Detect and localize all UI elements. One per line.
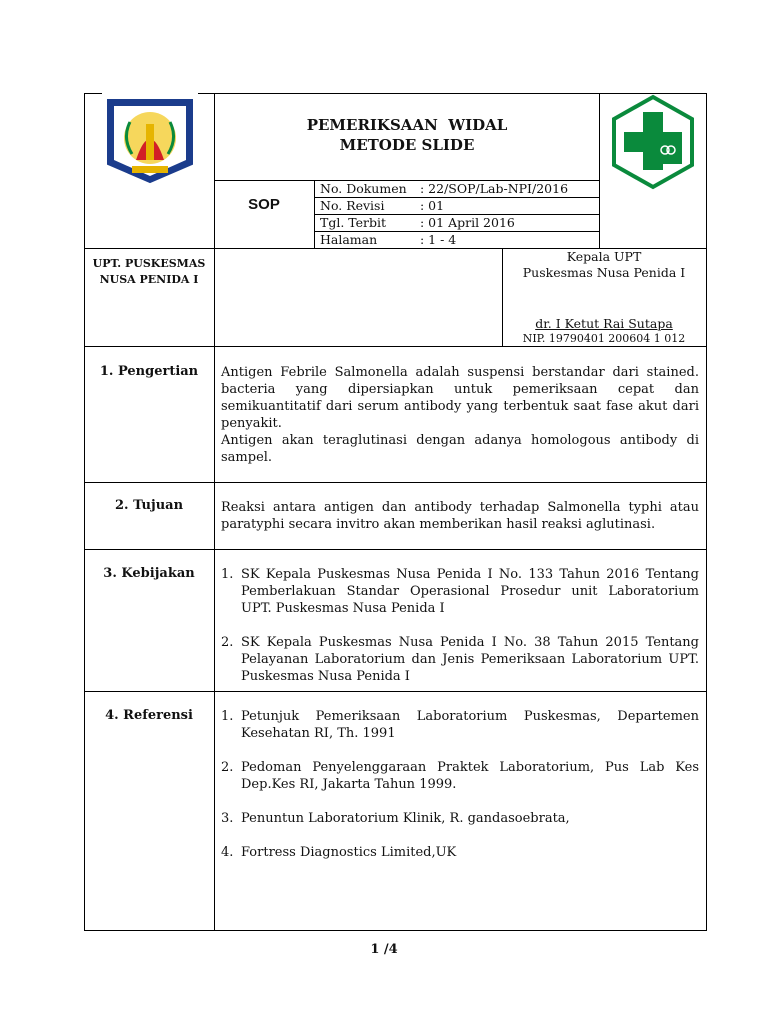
signature-nip: NIP. 19790401 200604 1 012 [522, 332, 686, 345]
klungkung-regency-emblem-icon [102, 94, 198, 186]
border-bottom [84, 930, 707, 931]
list-item [221, 810, 699, 827]
title-line-2: METODE SLIDE [339, 136, 475, 154]
signature-position-1: Kepala UPT [566, 249, 642, 264]
list-number: 1. [221, 709, 234, 724]
section-title-tujuan: 2. Tujuan [114, 498, 184, 513]
list-number: 4. [221, 845, 234, 860]
list-text: Petunjuk Pemeriksaan Laboratorium Puskesmas, Departemen Kesehatan RI, Th. 1991 [241, 709, 699, 741]
page-number: 1 /4 [370, 942, 398, 957]
signature-position-2: Puskesmas Nusa Penida I [522, 265, 686, 280]
meta-key: Tgl. Terbit [320, 215, 387, 230]
list-item [221, 708, 699, 742]
document-title [214, 115, 600, 155]
meta-value: : 01 [420, 198, 445, 213]
section-title-referensi: 4. Referensi [105, 708, 193, 723]
meta-value: : 01 April 2016 [420, 215, 515, 230]
title-line-1: PEMERIKSAAN WIDAL [306, 116, 508, 134]
section-text-pengertian [221, 364, 699, 466]
meta-key: No. Dokumen [320, 181, 407, 196]
list-number: 2. [221, 760, 234, 775]
meta-value: : 1 - 4 [420, 232, 457, 247]
meta-row-document [314, 180, 599, 197]
column-divider [214, 93, 215, 931]
list-text: Penuntun Laboratorium Klinik, R. gandasoebrata, [241, 811, 570, 826]
border-top-left [84, 93, 102, 94]
section-line-1 [84, 482, 707, 483]
list-item [221, 844, 699, 861]
meta-row-page [314, 231, 599, 248]
section-title-pengertian: 1. Pengertian [99, 364, 199, 379]
list-number: 1. [221, 567, 234, 582]
meta-key: No. Revisi [320, 198, 385, 213]
border-right [706, 93, 707, 931]
meta-row-issue-date [314, 214, 599, 231]
meta-key: Halaman [320, 232, 378, 247]
sop-label: SOP [248, 196, 280, 213]
meta-value: : 22/SOP/Lab-NPI/2016 [420, 181, 569, 196]
list-item [221, 634, 699, 685]
puskesmas-cross-icon [610, 94, 696, 190]
meta-row-revision [314, 197, 599, 214]
list-number: 3. [221, 811, 234, 826]
list-number: 2. [221, 635, 234, 650]
referensi-list [221, 708, 699, 878]
list-item [221, 759, 699, 793]
list-text: SK Kepala Puskesmas Nusa Penida I No. 38 Tahun 2015 Tentang Pelayanan Laboratorium dan Jenis Pemeriksaan Laboratorium UPT. Puskesmas Nusa Penida I [241, 635, 699, 684]
list-text: SK Kepala Puskesmas Nusa Penida I No. 133 Tahun 2016 Tentang Pemberlakuan Standar Operasional Prosedur unit Laboratorium UPT. Puskesmas Nusa Penida I [241, 567, 699, 616]
list-text: Fortress Diagnostics Limited,UK [241, 845, 457, 860]
signature-name: dr. I Ketut Rai Sutapa [535, 316, 673, 331]
kebijakan-list [221, 566, 699, 702]
section-text-tujuan: Reaksi antara antigen dan antibody terhadap Salmonella typhi atau paratyphi secara invitro akan memberikan hasil reaksi aglutinasi. [221, 500, 699, 532]
unit-line-1: UPT. PUSKESMAS [92, 257, 206, 270]
list-text: Pedoman Penyelenggaraan Praktek Laboratorium, Pus Lab Kes Dep.Kes RI, Jakarta Tahun 1999. [241, 760, 699, 792]
pengertian-paragraph-2: Antigen akan teraglutinasi dengan adanya homologous antibody di sampel. [221, 433, 699, 465]
pengertian-paragraph-1: Antigen Febrile Salmonella adalah suspensi berstandar dari stained. bacteria yang dipersiapkan untuk pemeriksaan cepat dan semikuantitatif dari serum antibody yang terbentuk saat fase akut dari penyakit. [221, 365, 699, 431]
list-item [221, 566, 699, 617]
section-line-2 [84, 549, 707, 550]
unit-name [84, 256, 214, 288]
signature-bottom-line [84, 346, 707, 347]
unit-line-2: NUSA PENIDA I [99, 273, 199, 286]
section-title-kebijakan: 3. Kebijakan [103, 566, 195, 581]
